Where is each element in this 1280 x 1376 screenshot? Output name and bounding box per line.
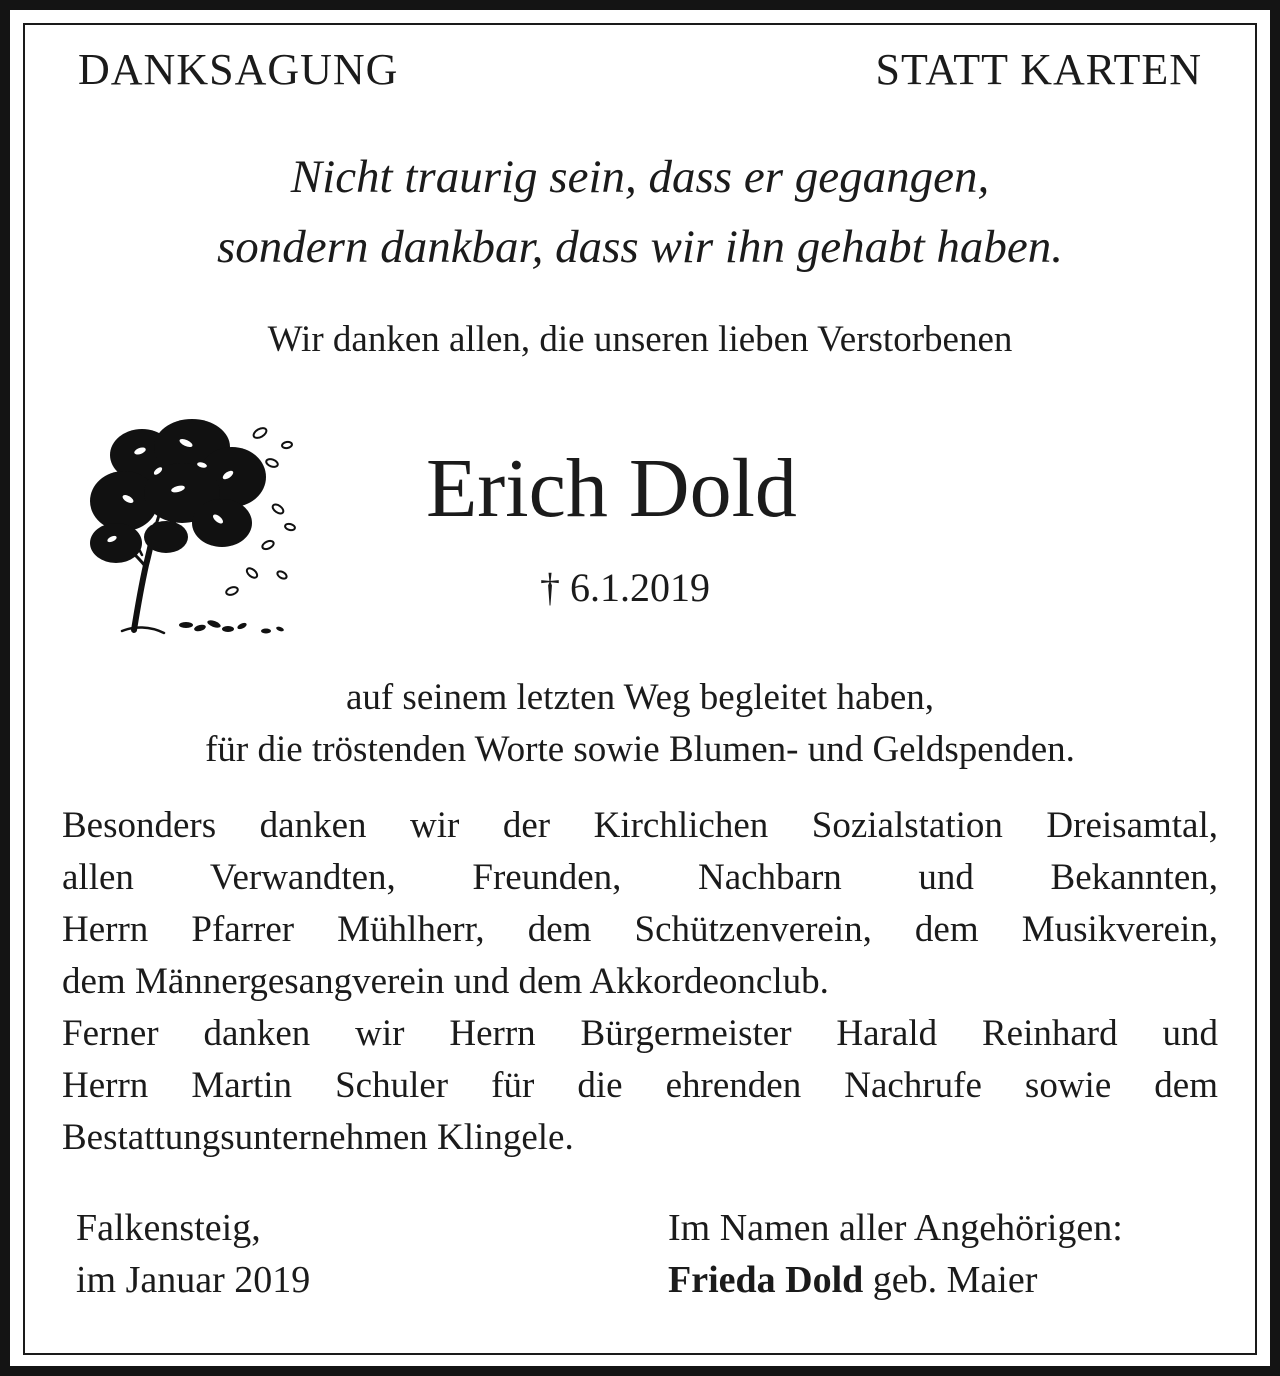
deceased-name: Erich Dold — [426, 442, 797, 535]
signer-name: Frieda Dold — [668, 1259, 864, 1301]
intro-text: Wir danken allen, die unseren lieben Verstorbenen — [267, 319, 1013, 360]
thanks-line: Bestattungsunternehmen Klingele. — [62, 1117, 574, 1158]
after-line-2: für die tröstenden Worte sowie Blumen- und Geldspenden. — [205, 729, 1075, 770]
tree-icon — [82, 405, 312, 640]
death-date: † 6.1.2019 — [540, 565, 710, 610]
after-line-1: auf seinem letzten Weg begleitet haben, — [345, 677, 935, 718]
signature — [668, 1258, 1037, 1302]
signer-suffix: geb. Maier — [863, 1259, 1038, 1301]
motto-line-1: Nicht traurig sein, dass er gegangen, — [290, 151, 990, 203]
motto-line-2: sondern dankbar, dass wir ihn gehabt haben. — [217, 221, 1063, 273]
header-danksagung: DANKSAGUNG — [78, 45, 399, 94]
thanks-line: Ferner danken wir Herrn Bürgermeister Harald Reinhard und — [62, 1013, 1218, 1054]
thanks-line: Herrn Pfarrer Mühlherr, dem Schützenverein, dem Musikverein, — [62, 909, 1218, 950]
header-statt-karten: STATT KARTEN — [875, 45, 1202, 94]
thanks-line: Herrn Martin Schuler für die ehrenden Nachrufe sowie dem — [62, 1065, 1218, 1106]
closing-place: Falkensteig, — [76, 1207, 261, 1249]
family-intro: Im Namen aller Angehörigen: — [668, 1207, 1123, 1249]
thanks-line: dem Männergesangverein und dem Akkordeonclub. — [62, 961, 829, 1002]
thanks-line: allen Verwandten, Freunden, Nachbarn und Bekannten, — [62, 857, 1218, 898]
closing-date: im Januar 2019 — [76, 1259, 311, 1301]
thanks-line: Besonders danken wir der Kirchlichen Sozialstation Dreisamtal, — [62, 805, 1218, 846]
